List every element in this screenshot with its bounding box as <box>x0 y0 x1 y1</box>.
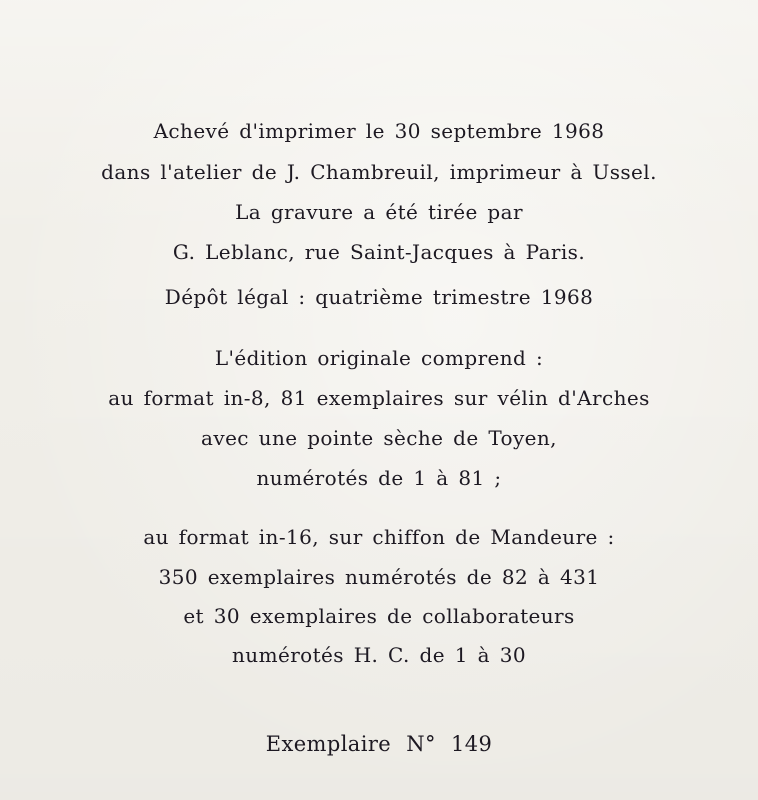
printing-line-3: La gravure a été tirée par <box>235 200 523 224</box>
printing-line-4: G. Leblanc, rue Saint-Jacques à Paris. <box>172 240 586 264</box>
edition-line-2: au format in-8, 81 exemplaires sur vélin d'Arches <box>108 386 650 410</box>
edition-line-4: numérotés de 1 à 81 ; <box>256 466 502 490</box>
depot-legal-line: Dépôt légal : quatrième trimestre 1968 <box>164 285 594 309</box>
number-sign: N° <box>406 732 436 756</box>
exemplaire-number-line <box>0 731 758 757</box>
edition-small-line-2: 350 exemplaires numérotés de 82 à 431 <box>158 565 600 589</box>
printing-line-2: dans l'atelier de J. Chambreuil, imprimeur à Ussel. <box>101 160 657 184</box>
exemplaire-number: 149 <box>450 732 493 756</box>
printing-line-1: Achevé d'imprimer le 30 septembre 1968 <box>153 119 605 143</box>
edition-small-line-1: au format in-16, sur chiffon de Mandeure : <box>143 525 615 549</box>
edition-line-1: L'édition originale comprend : <box>214 346 544 370</box>
edition-small-line-3: et 30 exemplaires de collaborateurs <box>183 604 575 628</box>
edition-small-line-4: numérotés H. C. de 1 à 30 <box>232 643 526 667</box>
exemplaire-label: Exemplaire <box>265 732 392 756</box>
edition-line-3: avec une pointe sèche de Toyen, <box>201 426 557 450</box>
